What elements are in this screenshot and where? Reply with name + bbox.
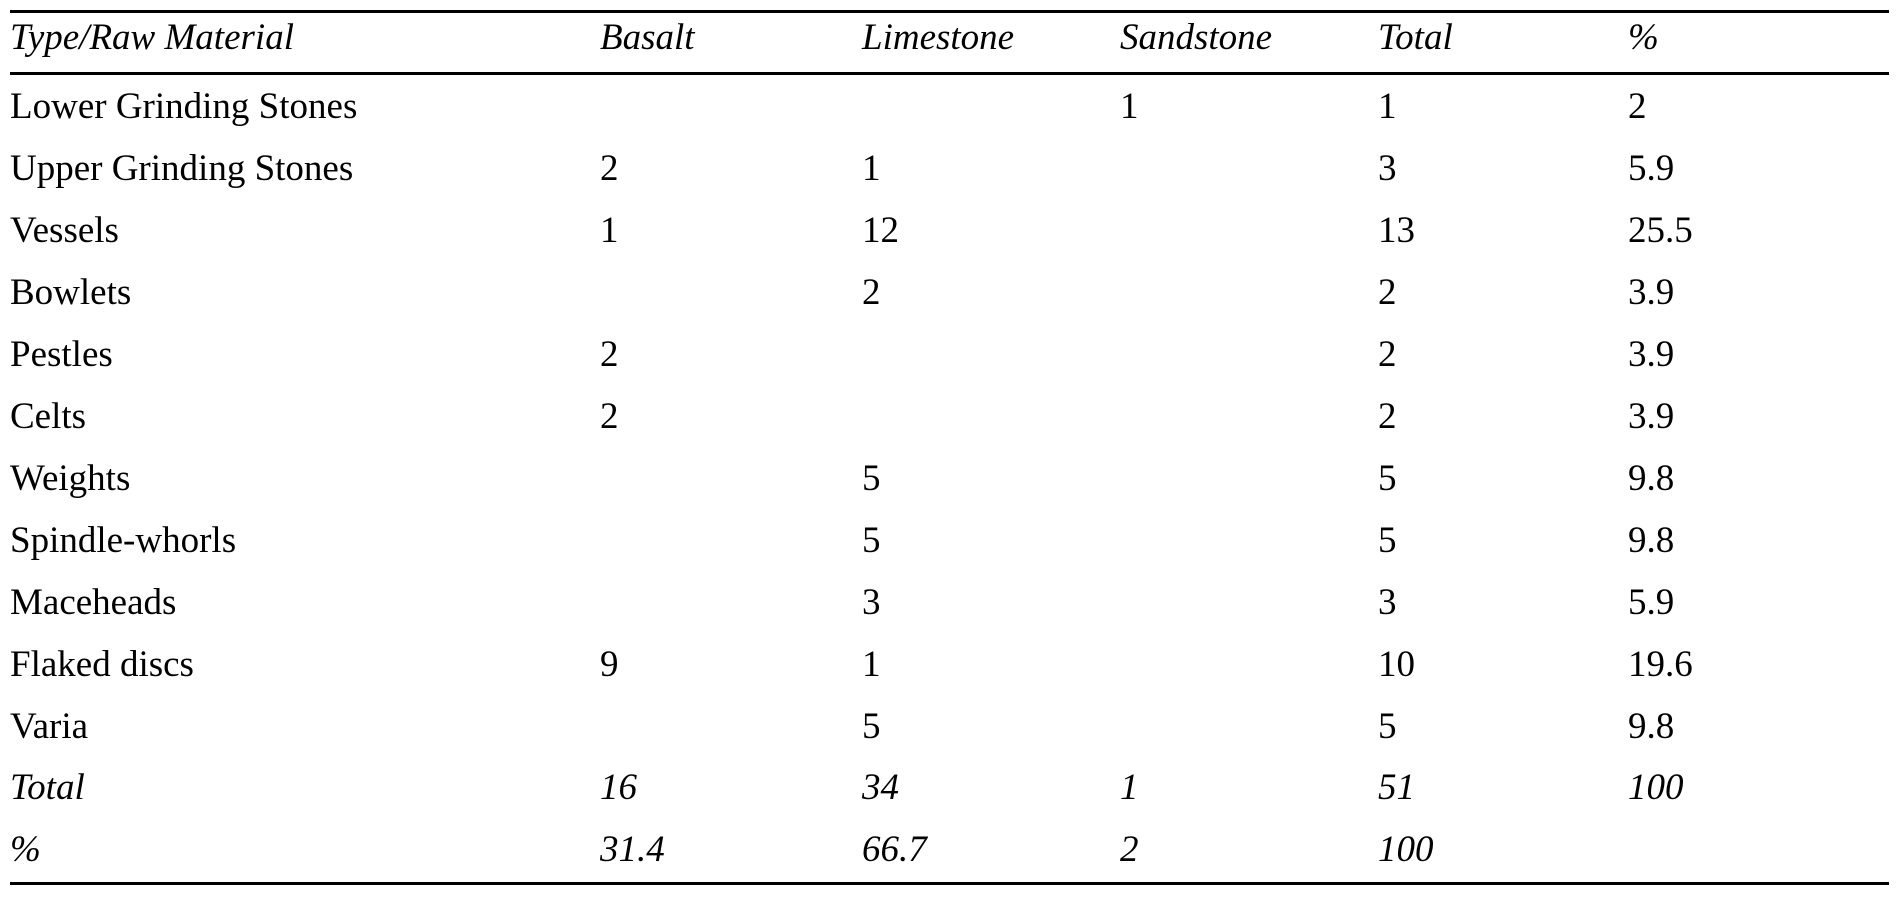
cell-total: 2 <box>1378 272 1397 313</box>
cell-sandstone: 1 <box>1120 767 1139 808</box>
cell-limestone: 3 <box>862 582 881 623</box>
cell-type: Celts <box>10 396 87 437</box>
cell-basalt: 1 <box>600 210 619 251</box>
table-header-row <box>10 13 1889 74</box>
cell-sandstone <box>1120 199 1378 261</box>
cell-total: 13 <box>1378 210 1415 251</box>
cell-sandstone <box>1120 695 1378 757</box>
cell-total: 3 <box>1378 582 1397 623</box>
table-container <box>0 10 1899 885</box>
cell-limestone: 12 <box>862 210 899 251</box>
table-row <box>10 385 1889 447</box>
cell-total: 2 <box>1378 334 1397 375</box>
cell-sandstone <box>1120 447 1378 509</box>
cell-basalt: 16 <box>600 767 637 808</box>
table-body <box>10 74 1889 884</box>
cell-sandstone <box>1120 509 1378 571</box>
column-header-type: Type/Raw Material <box>10 13 600 74</box>
cell-type: % <box>10 818 600 884</box>
raw-material-table <box>10 13 1889 885</box>
table-row <box>10 695 1889 757</box>
cell-percent: 3.9 <box>1628 396 1675 437</box>
cell-sandstone <box>1120 385 1378 447</box>
cell-sandstone <box>1120 633 1378 695</box>
cell-limestone: 1 <box>862 148 881 189</box>
cell-basalt: 2 <box>600 148 619 189</box>
cell-percent: 5.9 <box>1628 148 1675 189</box>
cell-type: Spindle-whorls <box>10 520 237 561</box>
cell-basalt <box>600 509 862 571</box>
cell-percent: 5.9 <box>1628 582 1675 623</box>
column-header-percent: % <box>1628 13 1889 74</box>
cell-sandstone <box>1120 137 1378 199</box>
cell-total: 5 <box>1378 706 1397 747</box>
table-row <box>10 261 1889 323</box>
cell-sandstone: 2 <box>1120 818 1378 884</box>
cell-total: 3 <box>1378 148 1397 189</box>
cell-percent: 9.8 <box>1628 458 1675 499</box>
cell-percent: 9.8 <box>1628 520 1675 561</box>
cell-type: Total <box>10 767 85 808</box>
cell-total: 1 <box>1378 86 1397 127</box>
cell-type: Pestles <box>10 334 113 375</box>
cell-total: 100 <box>1378 818 1628 884</box>
column-header-basalt: Basalt <box>600 13 862 74</box>
cell-type: Lower Grinding Stones <box>10 86 358 127</box>
table-row-percent <box>10 818 1889 884</box>
cell-limestone: 5 <box>862 520 881 561</box>
cell-basalt <box>600 261 862 323</box>
cell-type: Maceheads <box>10 582 177 623</box>
cell-limestone: 1 <box>862 644 881 685</box>
cell-basalt <box>600 447 862 509</box>
cell-limestone: 66.7 <box>862 818 1120 884</box>
cell-type: Bowlets <box>10 272 132 313</box>
cell-type: Weights <box>10 458 131 499</box>
table-row <box>10 323 1889 385</box>
cell-limestone: 2 <box>862 272 881 313</box>
cell-basalt: 2 <box>600 396 619 437</box>
cell-limestone <box>862 74 1120 138</box>
cell-basalt <box>600 571 862 633</box>
cell-total: 2 <box>1378 396 1397 437</box>
cell-percent: 3.9 <box>1628 272 1675 313</box>
cell-sandstone: 1 <box>1120 86 1139 127</box>
cell-percent <box>1628 818 1889 884</box>
cell-basalt: 2 <box>600 334 619 375</box>
cell-basalt: 9 <box>600 644 619 685</box>
cell-type: Upper Grinding Stones <box>10 148 354 189</box>
table-row <box>10 199 1889 261</box>
cell-limestone <box>862 385 1120 447</box>
cell-percent: 100 <box>1628 767 1684 808</box>
table-row <box>10 74 1889 138</box>
cell-sandstone <box>1120 323 1378 385</box>
cell-sandstone <box>1120 571 1378 633</box>
cell-type: Flaked discs <box>10 644 194 685</box>
table-row <box>10 509 1889 571</box>
cell-percent: 3.9 <box>1628 334 1675 375</box>
cell-limestone: 34 <box>862 767 899 808</box>
cell-limestone <box>862 323 1120 385</box>
cell-type: Vessels <box>10 210 119 251</box>
cell-type: Varia <box>10 706 89 747</box>
table-row-total <box>10 757 1889 818</box>
cell-sandstone <box>1120 261 1378 323</box>
column-header-limestone: Limestone <box>862 13 1120 74</box>
cell-percent: 25.5 <box>1628 210 1693 251</box>
cell-total: 10 <box>1378 644 1415 685</box>
cell-total: 5 <box>1378 458 1397 499</box>
cell-basalt <box>600 74 862 138</box>
cell-total: 5 <box>1378 520 1397 561</box>
table-row <box>10 571 1889 633</box>
cell-basalt: 31.4 <box>600 818 862 884</box>
cell-percent: 9.8 <box>1628 706 1675 747</box>
table-header <box>10 13 1889 74</box>
table-row <box>10 137 1889 199</box>
table-row <box>10 633 1889 695</box>
cell-total: 51 <box>1378 767 1415 808</box>
cell-percent: 19.6 <box>1628 644 1693 685</box>
cell-basalt <box>600 695 862 757</box>
cell-limestone: 5 <box>862 458 881 499</box>
column-header-sandstone: Sandstone <box>1120 13 1378 74</box>
cell-percent: 2 <box>1628 86 1647 127</box>
table-row <box>10 447 1889 509</box>
column-header-total: Total <box>1378 13 1628 74</box>
cell-limestone: 5 <box>862 706 881 747</box>
